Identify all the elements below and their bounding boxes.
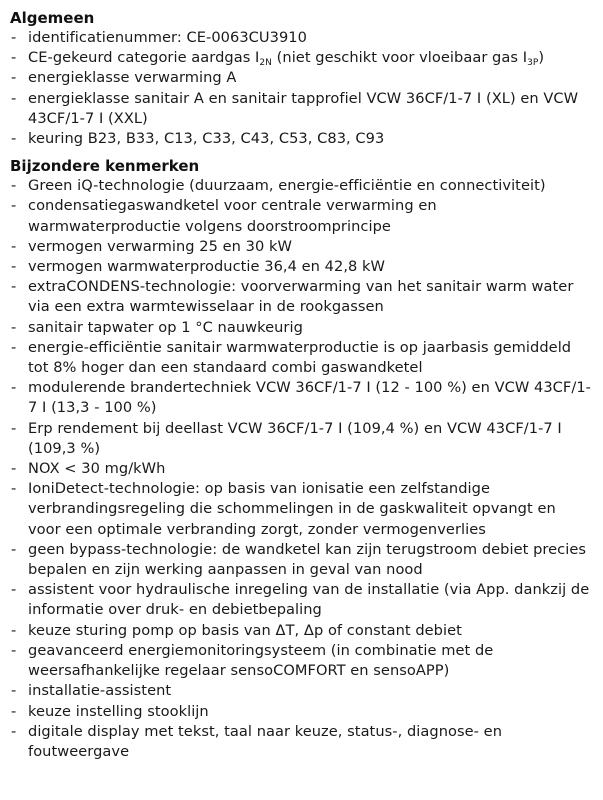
section-heading-algemeen: Algemeen (10, 9, 95, 27)
list-item: - sanitair tapwater op 1 °C nauwkeurig (10, 318, 593, 338)
list-item: - keuze sturing pomp op basis van ΔT, Δp of constant debiet (10, 621, 593, 641)
list-item: - geavanceerd energiemonitoringsysteem (in combinatie met de weersafhankelijke regelaar sensoCOMFORT en sensoAPP) (10, 641, 593, 681)
list-item: - NOX < 30 mg/kWh (10, 459, 593, 479)
list-item: - condensatiegaswandketel voor centrale verwarming en warmwaterproductie volgens doorstroomprincipe (10, 196, 593, 236)
list-item: - vermogen warmwaterproductie 36,4 en 42,8 kW (10, 257, 593, 277)
list-item: - keuze instelling stooklijn (10, 702, 593, 722)
list-item: - assistent voor hydraulische inregeling van de installatie (via App. dankzij de informatie over druk- en debietbepaling (10, 580, 593, 620)
list-item: - keuring B23, B33, C13, C33, C43, C53, C83, C93 (10, 129, 593, 149)
list-item-ce-category: - CE-gekeurd categorie aardgas $I_{2N}$ (niet geschikt voor vloeibaar gas $I_{3P}$) (10, 48, 593, 68)
list-item: - geen bypass-technologie: de wandketel kan zijn terugstroom debiet precies bepalen en zijn werking aanpassen in geval van nood (10, 540, 593, 580)
list-item: - energieklasse verwarming A (10, 68, 593, 88)
section-bijzondere-kenmerken (10, 156, 593, 762)
list-item: - identificatienummer: CE-0063CU3910 (10, 28, 593, 48)
list-item: - extraCONDENS-technologie: voorverwarming van het sanitair warm water via een extra warmtewisselaar in de rookgassen (10, 277, 593, 317)
list-item: - energie-efficiëntie sanitair warmwaterproductie is op jaarbasis gemiddeld tot 8% hoger dan een standaard combi gaswandketel (10, 338, 593, 378)
list-item: - Green iQ-technologie (duurzaam, energie-efficiëntie en connectiviteit) (10, 176, 593, 196)
list-item: - energieklasse sanitair A en sanitair tapprofiel VCW 36CF/1-7 I (XL) en VCW 43CF/1-7 I (XXL) (10, 89, 593, 129)
list-item: - installatie-assistent (10, 681, 593, 701)
list-item: - modulerende brandertechniek VCW 36CF/1-7 I (12 - 100 %) en VCW 43CF/1-7 I (13,3 - 100 %) (10, 378, 593, 418)
section-algemeen (10, 8, 593, 149)
section-heading-bijzondere-kenmerken: Bijzondere kenmerken (10, 157, 200, 176)
list-item: - IoniDetect-technologie: op basis van ionisatie een zelfstandige verbrandingsregeling die schommelingen in de gaskwaliteit opvangt en voor een optimale verbranding zorgt, zonder vermogenverlies (10, 479, 593, 540)
list-bijzondere-kenmerken (10, 176, 593, 762)
list-item: - digitale display met tekst, taal naar keuze, status-, diagnose- en foutweergave (10, 722, 593, 762)
list-item: - Erp rendement bij deellast VCW 36CF/1-7 I (109,4 %) en VCW 43CF/1-7 I (109,3 %) (10, 419, 593, 459)
list-algemeen (10, 28, 593, 149)
list-item: - vermogen verwarming 25 en 30 kW (10, 237, 593, 257)
